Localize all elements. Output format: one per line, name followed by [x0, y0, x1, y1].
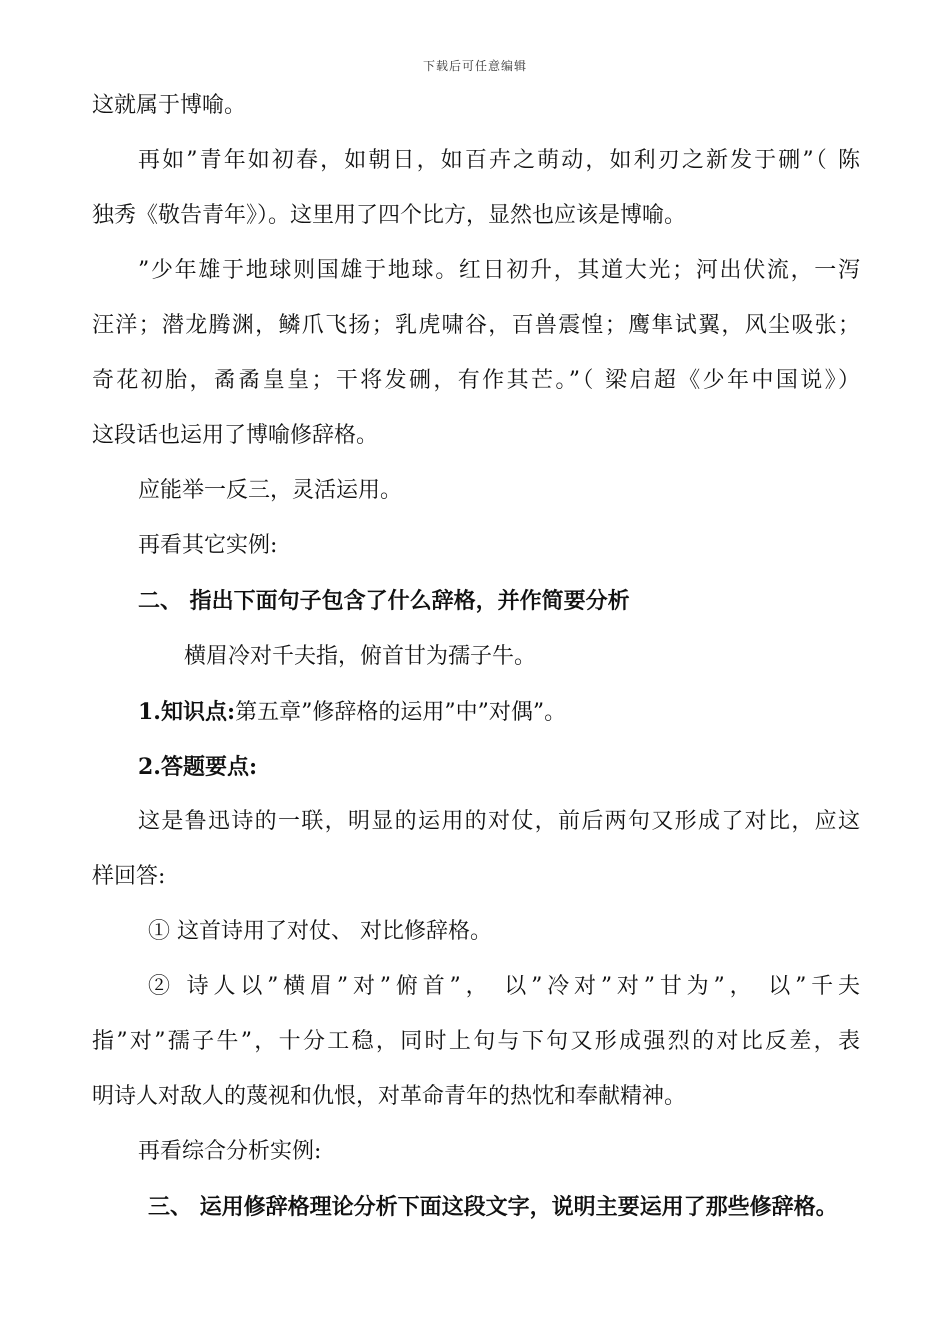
knowledge-point-text: 第五章”修辞格的运用”中”对偶”。	[235, 700, 567, 725]
paragraph-line: 汪洋；潜龙腾渊，鳞爪飞扬；乳虎啸谷，百兽震惶；鹰隼试翼，风尘吸张；	[92, 313, 860, 338]
quoted-verse: 横眉冷对千夫指，俯首甘为孺子牛。	[184, 644, 537, 669]
section-heading-3: 三、 运用修辞格理论分析下面这段文字，说明主要运用了那些修辞格。	[148, 1194, 838, 1220]
paragraph-line: ”少年雄于地球则国雄于地球。红日初升，其道大光；河出伏流，一泻	[138, 258, 860, 283]
paragraph-line: 独秀《敬告青年》）。这里用了四个比方，显然也应该是博喻。	[92, 203, 687, 228]
paragraph-line: 指”对”孺子牛”，十分工稳，同时上句与下句又形成强烈的对比反差，表	[92, 1029, 860, 1054]
paragraph-line: 这就属于博喻。	[92, 93, 247, 118]
page-header: 下载后可任意编辑	[422, 59, 527, 73]
paragraph-line: 这是鲁迅诗的一联，明显的运用的对仗，前后两句又形成了对比，应这	[138, 809, 860, 834]
knowledge-point-line	[138, 697, 566, 728]
answer-item-2: ② 诗人以”横眉”对”俯首”， 以”冷对”对”甘为”， 以”千夫	[148, 974, 860, 999]
paragraph-line: 再如”青年如初春，如朝日，如百卉之萌动，如利刃之新发于硎”（ 陈	[138, 148, 860, 173]
paragraph-line: 明诗人对敌人的蔑视和仇恨，对革命青年的热忱和奉献精神。	[92, 1084, 687, 1109]
answer-item-1: ① 这首诗用了对仗、 对比修辞格。	[148, 919, 492, 944]
paragraph-line: 应能举一反三，灵活运用。	[138, 478, 403, 503]
answer-points-label: 2.答题要点:	[138, 754, 258, 780]
paragraph-line: 样回答:	[92, 864, 166, 889]
paragraph-line: 奇花初胎，矞矞皇皇；干将发硎，有作其芒。”（ 梁启超《少年中国说》）	[92, 368, 860, 393]
paragraph-line: 再看综合分析实例:	[138, 1139, 322, 1164]
paragraph-line: 再看其它实例:	[138, 533, 278, 558]
knowledge-point-label: 1.知识点:	[138, 699, 236, 725]
section-heading-2: 二、 指出下面句子包含了什么辞格，并作简要分析	[138, 588, 630, 614]
paragraph-line: 这段话也运用了博喻修辞格。	[92, 423, 379, 448]
